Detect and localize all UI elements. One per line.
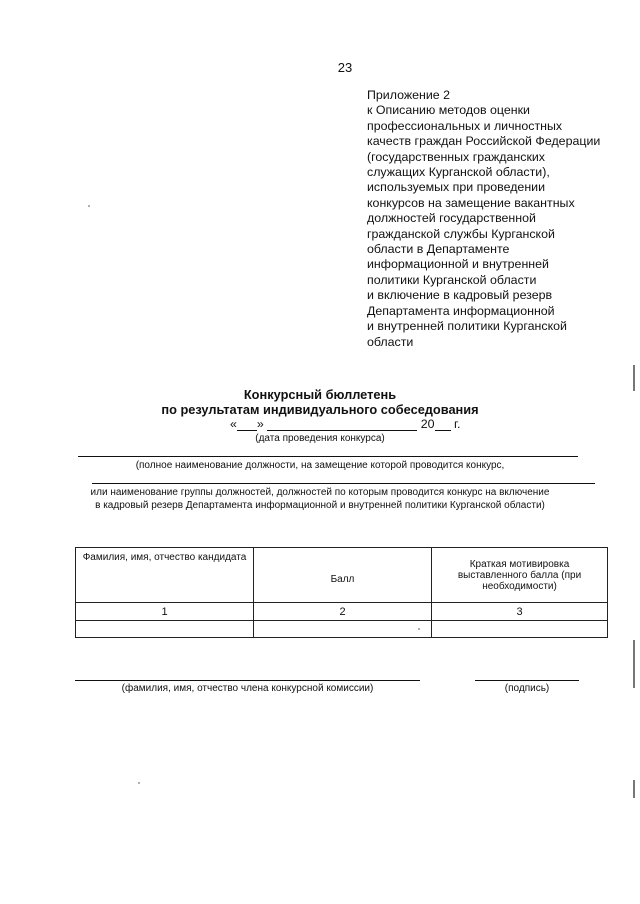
date-caption: (дата проведения конкурса)	[255, 433, 385, 444]
column-number: 2	[254, 603, 432, 621]
group-caption-line1: или наименование группы должностей, должностей по которым проводится конкурс на включение	[90, 487, 550, 498]
signature-caption: (подпись)	[504, 683, 550, 694]
appendix-line: информационной и внутренней	[367, 257, 549, 272]
appendix-line: и внутренней политики Курганской	[367, 319, 567, 334]
candidate-name-cell[interactable]	[76, 621, 254, 638]
appendix-line: Приложение 2	[367, 88, 451, 102]
scan-edge-mark	[633, 780, 635, 798]
ballot-title: Конкурсный бюллетень	[243, 387, 397, 402]
group-caption-line2: в кадровый резерв Департамента информационной и внутренней политики Курганской области)	[95, 500, 545, 511]
year-suffix: г.	[453, 417, 461, 431]
appendix-line: служащих Курганской области),	[367, 165, 550, 180]
member-name-caption: (фамилия, имя, отчество члена конкурсной комиссии)	[121, 683, 374, 694]
day-blank[interactable]	[237, 416, 257, 431]
column-number: 1	[76, 603, 254, 621]
appendix-line: профессиональных и личностных	[367, 118, 563, 133]
ballot-table	[75, 547, 608, 638]
appendix-line: политики Курганской области	[367, 272, 537, 287]
appendix-line: (государственных гражданских	[367, 149, 545, 164]
motivation-cell[interactable]	[432, 621, 608, 638]
scan-speck	[418, 628, 420, 630]
table-row	[76, 621, 608, 638]
score-cell[interactable]	[254, 621, 432, 638]
appendix-line: качеств граждан Российской Федерации	[367, 134, 601, 149]
open-quote: «	[230, 417, 237, 431]
appendix-line: области	[367, 334, 414, 349]
appendix-line: к Описанию методов оценки	[367, 103, 530, 118]
scan-speck	[88, 205, 90, 207]
table-header-row	[76, 548, 608, 603]
position-blank-line[interactable]	[78, 456, 578, 457]
scan-edge-mark	[633, 640, 635, 688]
position-caption: (полное наименование должности, на замещение которой проводится конкурс,	[135, 460, 505, 471]
scan-edge-mark	[633, 365, 635, 391]
column-header-candidate: Фамилия, имя, отчество кандидата	[76, 548, 254, 603]
year-blank[interactable]	[435, 416, 451, 431]
month-blank[interactable]	[267, 416, 417, 431]
appendix-line: области в Департаменте	[367, 242, 510, 257]
appendix-line: и включение в кадровый резерв	[367, 288, 553, 303]
group-blank-line[interactable]	[92, 483, 595, 484]
year-prefix: 20	[420, 417, 435, 431]
close-quote: »	[256, 417, 264, 431]
column-header-score: Балл	[254, 548, 432, 603]
appendix-line: используемых при проведении	[367, 180, 546, 195]
ballot-subtitle: по результатам индивидуального собеседования	[161, 402, 479, 417]
column-header-motivation: Краткая мотивировка выставленного балла (при необходимости)	[432, 548, 608, 603]
contest-date-line	[230, 416, 460, 431]
signature-line[interactable]	[475, 680, 579, 681]
appendix-line: гражданской службы Курганской	[367, 226, 555, 241]
appendix-line: Департамента информационной	[367, 303, 555, 318]
appendix-header	[367, 88, 632, 350]
page-number: 23	[337, 60, 353, 75]
appendix-line: конкурсов на замещение вакантных	[367, 195, 575, 210]
table-numbering-row	[76, 603, 608, 621]
appendix-line: должностей государственной	[367, 211, 536, 226]
member-name-line[interactable]	[75, 680, 420, 681]
column-number: 3	[432, 603, 608, 621]
scan-speck	[138, 782, 140, 784]
